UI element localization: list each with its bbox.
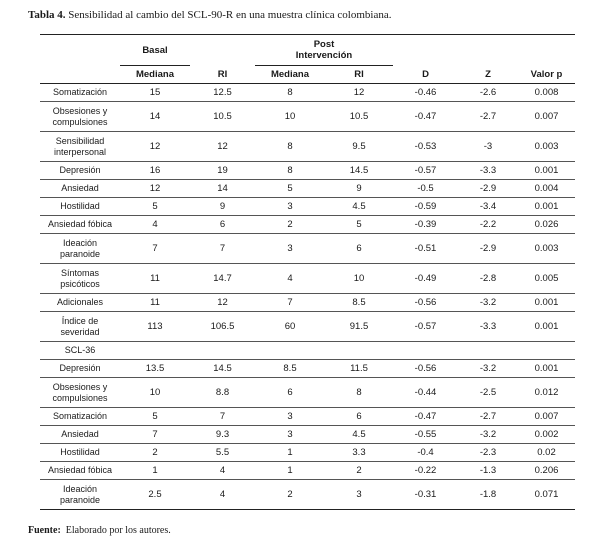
column-header: RI [354, 69, 364, 80]
header-label-cell [40, 66, 120, 84]
cell-value: 1 [152, 465, 158, 476]
table-row [40, 198, 575, 216]
cell-value: 4 [219, 489, 226, 500]
cell-value: 10 [149, 387, 161, 398]
cell-value: 14.7 [213, 273, 232, 284]
cell-value: 0.003 [534, 141, 559, 152]
cell-value: 3 [287, 201, 293, 212]
cell-value: -3.2 [479, 297, 497, 308]
cell-value: -0.44 [414, 387, 437, 398]
table-row [40, 462, 575, 480]
cell-value: 0.002 [534, 429, 559, 440]
table-row [40, 342, 575, 360]
cell-value: 0.001 [534, 363, 559, 374]
table-row [40, 408, 575, 426]
cell-value: 2 [152, 447, 158, 458]
table-row [40, 480, 575, 510]
cell-value: 6 [356, 411, 362, 422]
cell-value: 12 [353, 87, 365, 98]
row-label-line: psicóticos [60, 278, 100, 289]
header-group-spacer [518, 35, 575, 66]
caption-label: Tabla 4. [28, 9, 66, 21]
cell-value: -2.6 [479, 87, 497, 98]
cell-value: 3 [287, 429, 293, 440]
row-label-line: Ansiedad [61, 429, 99, 439]
row-label-line: Ideación [62, 237, 98, 248]
cell-value: 8.5 [352, 297, 366, 308]
cell-value [393, 342, 458, 360]
row-label-line: compulsiones [52, 116, 108, 127]
cell-value: 9.5 [352, 141, 366, 152]
cell-value: -0.51 [414, 243, 437, 254]
cell-value: 0.004 [534, 183, 559, 194]
cell-value: 7 [152, 243, 158, 254]
row-label-line: Sensibilidad [55, 135, 105, 146]
cell-value: 5.5 [215, 447, 230, 458]
row-label-line: Somatización [52, 411, 108, 421]
cell-value: 19 [217, 165, 228, 176]
row-label [40, 342, 120, 360]
footer-text: Elaborado por los autores. [65, 525, 171, 536]
cell-value: 5 [152, 411, 158, 422]
table-row [40, 234, 575, 264]
cell-value: 0.001 [534, 201, 559, 212]
cell-value: 16 [149, 165, 161, 176]
row-label [40, 312, 120, 342]
header-group-row [40, 35, 575, 66]
cell-value: 14.5 [213, 363, 232, 374]
cell-value [325, 342, 393, 360]
cell-value: 8 [287, 141, 293, 152]
cell-value: 3 [356, 489, 362, 500]
cell-value: 5 [287, 183, 293, 194]
cell-value: 11 [150, 273, 160, 284]
cell-value: 1 [287, 447, 293, 458]
cell-value: 4 [219, 465, 226, 476]
column-header: Mediana [270, 69, 309, 80]
cell-value: 9 [219, 201, 226, 212]
cell-value: 8 [287, 165, 293, 176]
row-label [40, 102, 120, 132]
cell-value: -2.9 [479, 183, 497, 194]
row-label-line: Síntomas [60, 267, 100, 278]
cell-value: 9 [356, 183, 362, 194]
cell-value: 4 [152, 219, 158, 230]
sensitivity-table [40, 34, 575, 510]
table-row [40, 162, 575, 180]
cell-value: 6 [287, 387, 293, 398]
table-row [40, 264, 575, 294]
cell-value: 12.5 [213, 87, 232, 98]
cell-value: 11.5 [350, 363, 368, 374]
row-label-line: paranoide [59, 248, 101, 259]
row-label [40, 234, 120, 264]
cell-value: -0.22 [414, 465, 437, 476]
cell-value: 0.001 [534, 297, 559, 308]
table-body [40, 84, 575, 510]
row-label [40, 198, 120, 216]
row-label [40, 462, 120, 480]
cell-value: 4 [287, 273, 293, 284]
row-label-line: Depresión [59, 165, 101, 175]
row-label-line: Adicionales [56, 297, 104, 307]
cell-value: -0.39 [414, 219, 437, 230]
cell-value: 0.001 [534, 321, 559, 332]
cell-value: 7 [152, 429, 158, 440]
footer-label: Fuente: [28, 525, 61, 536]
cell-value: 13.5 [145, 363, 165, 374]
row-label-line: Hostilidad [60, 447, 100, 457]
cell-value: -3.4 [479, 201, 497, 212]
cell-value: 4.5 [352, 201, 366, 212]
cell-value: -0.59 [414, 201, 437, 212]
cell-value: 9.3 [215, 429, 230, 440]
cell-value: -0.49 [414, 273, 437, 284]
cell-value: -0.53 [414, 141, 437, 152]
cell-value: 8.8 [215, 387, 230, 398]
column-header: Z [485, 68, 491, 80]
table-row [40, 216, 575, 234]
header-empty-cell [40, 35, 120, 66]
cell-value: -2.3 [479, 447, 497, 458]
header-group-spacer [458, 35, 518, 66]
row-label [40, 162, 120, 180]
cell-value: 7 [219, 243, 226, 254]
cell-value: -0.47 [414, 111, 437, 122]
table-source-note [28, 525, 171, 536]
caption-text: Sensibilidad al cambio del SCL-90-R en una muestra clínica colombiana. [68, 9, 392, 21]
header-group-post-line1: Post [313, 39, 335, 50]
row-label-line: Somatización [52, 87, 108, 97]
cell-value: 0.005 [534, 273, 559, 284]
row-label-line: severidad [60, 326, 100, 337]
row-label [40, 426, 120, 444]
cell-value: 6 [219, 219, 226, 230]
cell-value: 0.003 [534, 243, 559, 254]
row-label [40, 84, 120, 102]
row-label-line: Depresión [59, 363, 101, 373]
cell-value: 14 [217, 183, 228, 194]
column-header: Mediana [135, 69, 174, 80]
cell-value: -0.5 [417, 183, 434, 194]
header-group-spacer [393, 35, 458, 66]
table-row [40, 84, 575, 102]
cell-value: 10 [284, 111, 296, 122]
table-caption [28, 9, 391, 21]
cell-value: -3.3 [479, 165, 497, 176]
cell-value [190, 342, 255, 360]
cell-value [255, 342, 325, 360]
cell-value: 8 [287, 87, 293, 98]
cell-value: -3.2 [479, 429, 497, 440]
cell-value: 10.5 [213, 111, 232, 122]
cell-value: 0.012 [534, 387, 559, 398]
cell-value: -0.56 [414, 363, 437, 374]
cell-value: 0.007 [534, 411, 559, 422]
table-row [40, 378, 575, 408]
cell-value: 5 [152, 201, 158, 212]
cell-value: 10.5 [349, 111, 369, 122]
table-row [40, 444, 575, 462]
column-header: Valor p [530, 68, 563, 80]
row-label-line: Ideación [62, 483, 98, 494]
cell-value: -2.7 [479, 111, 497, 122]
row-label-line: paranoide [59, 494, 101, 505]
cell-value: -0.47 [414, 411, 437, 422]
cell-value: 0.007 [534, 111, 559, 122]
cell-value: -0.55 [414, 429, 437, 440]
cell-value: -0.31 [414, 489, 437, 500]
cell-value: -3 [483, 141, 493, 152]
row-label-line: Ansiedad fóbica [47, 465, 113, 475]
cell-value: 0.008 [534, 87, 559, 98]
cell-value: 1 [287, 465, 293, 476]
row-label [40, 294, 120, 312]
cell-value: 7 [219, 411, 226, 422]
cell-value: 60 [284, 321, 296, 332]
cell-value: -1.8 [479, 489, 497, 500]
table-row [40, 426, 575, 444]
cell-value: 4.5 [352, 429, 366, 440]
cell-value: 12 [217, 141, 228, 152]
row-label-line: Índice de [61, 315, 99, 326]
cell-value: -2.7 [479, 411, 497, 422]
cell-value: 12 [217, 297, 228, 308]
cell-value: 0.071 [534, 489, 559, 500]
header-group-basal: Basal [120, 35, 190, 66]
cell-value [458, 342, 518, 360]
row-label-line: compulsiones [52, 392, 108, 403]
row-label [40, 360, 120, 378]
cell-value: 8.5 [283, 363, 297, 374]
table-row [40, 102, 575, 132]
cell-value: 15 [149, 87, 161, 98]
table-row [40, 132, 575, 162]
row-label [40, 480, 120, 510]
cell-value: 8 [356, 387, 362, 398]
cell-value: 3 [287, 411, 293, 422]
cell-value: -2.5 [479, 387, 497, 398]
table-row [40, 294, 575, 312]
table-row [40, 180, 575, 198]
row-label-line: Ansiedad [61, 183, 99, 193]
column-header: D [422, 68, 429, 80]
header-group-spacer [190, 35, 255, 66]
cell-value: 2 [287, 219, 293, 230]
cell-value: -3.2 [479, 363, 497, 374]
cell-value: -0.57 [414, 321, 437, 332]
cell-value: -0.46 [414, 87, 437, 98]
cell-value: 3.3 [352, 447, 366, 458]
row-label-line: interpersonal [53, 146, 107, 157]
header-group-post [255, 35, 393, 66]
cell-value: 2.5 [148, 489, 162, 500]
cell-value: 2 [356, 465, 362, 476]
cell-value: -0.57 [414, 165, 437, 176]
cell-value: 0.206 [534, 465, 559, 476]
cell-value: 91.5 [349, 321, 369, 332]
cell-value: 0.02 [537, 447, 556, 458]
cell-value [120, 342, 190, 360]
cell-value: 14 [149, 111, 161, 122]
cell-value: 3 [287, 243, 293, 254]
row-label [40, 180, 120, 198]
row-label-line: Obsesiones y [52, 381, 108, 392]
cell-value: -3.3 [479, 321, 497, 332]
row-label [40, 264, 120, 294]
header-column-row [40, 66, 575, 84]
column-header: RI [217, 68, 228, 80]
header-group-post-line2: Intervención [295, 50, 353, 61]
cell-value: 6 [356, 243, 362, 254]
cell-value: -2.2 [479, 219, 497, 230]
cell-value: 2 [287, 489, 293, 500]
cell-value: 106.5 [210, 321, 235, 332]
cell-value: 12 [149, 141, 161, 152]
row-label [40, 132, 120, 162]
row-label [40, 408, 120, 426]
row-label [40, 444, 120, 462]
cell-value: -0.4 [417, 447, 434, 458]
cell-value: -1.3 [479, 465, 497, 476]
cell-value: 11 [150, 297, 160, 308]
row-label-line: SCL-36 [64, 345, 96, 355]
table-row [40, 360, 575, 378]
cell-value: 14.5 [349, 165, 369, 176]
cell-value: 0.026 [534, 219, 559, 230]
row-label-line: Ansiedad fóbica [47, 219, 113, 229]
cell-value [518, 342, 575, 360]
row-label-line: Obsesiones y [52, 105, 108, 116]
row-label [40, 216, 120, 234]
cell-value: -2.8 [479, 273, 497, 284]
cell-value: 113 [147, 321, 163, 332]
row-label-line: Hostilidad [60, 201, 100, 211]
cell-value: -2.9 [479, 243, 497, 254]
row-label [40, 378, 120, 408]
cell-value: 12 [149, 183, 161, 194]
cell-value: 10 [353, 273, 365, 284]
cell-value: 0.001 [534, 165, 559, 176]
cell-value: -0.56 [414, 297, 437, 308]
cell-value: 5 [356, 219, 362, 230]
cell-value: 7 [287, 297, 293, 308]
table-row [40, 312, 575, 342]
